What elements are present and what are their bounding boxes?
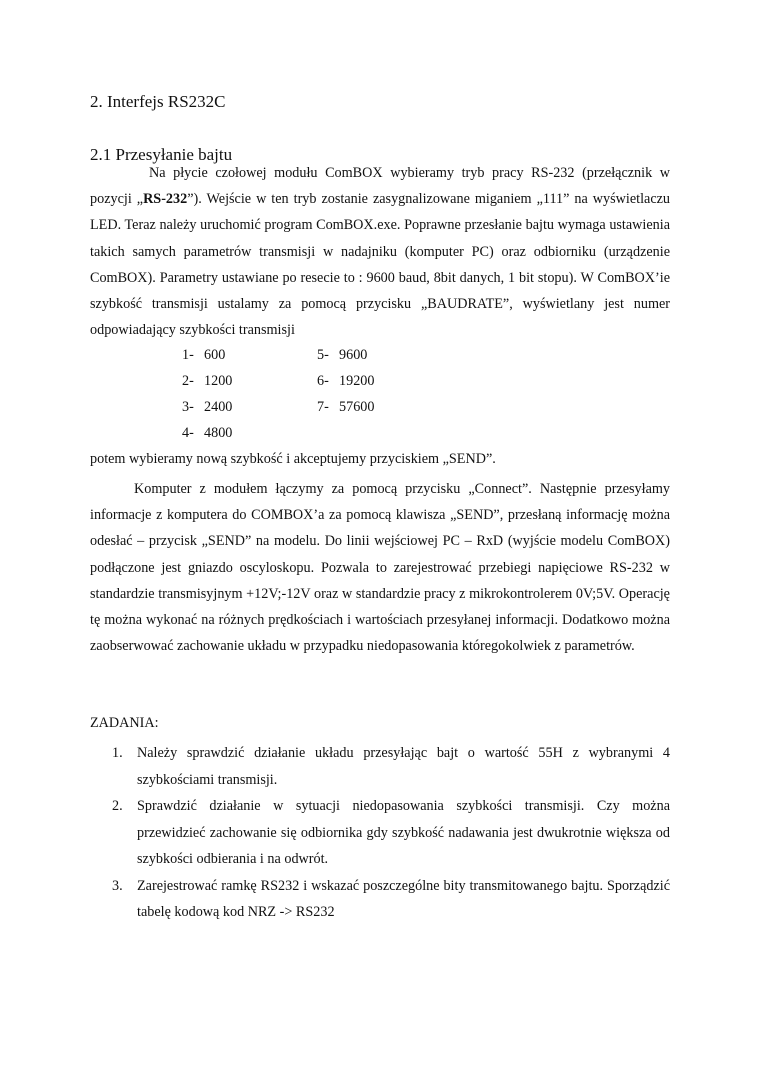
tasks-list — [90, 740, 670, 926]
section-heading: 2. Interfejs RS232C — [90, 92, 226, 111]
baud-option-number: 1- — [182, 347, 194, 363]
baud-option-rate: 2400 — [204, 399, 233, 415]
connection-paragraph: Komputer z modułem łączymy za pomocą przycisku „Connect”. Następnie przesyłamy informacje z komputera do COMBOX’a za pomocą klawisza „SEND”, przesłaną informację można odesłać – przycisk „SEND” na modelu. Do linii wejściowej PC – RxD (wyjście modelu ComBOX) podłączone jest gniazdo oscyloskopu. Pozwala to zarejestrować przebiegi napięciowe RS-232 w standardzie transmisyjnym +12V;-12V oraz w standardzie pracy z mikrokontrolerem 0V;5V. Operację tę można wykonać na różnych prędkościach i wartościach przesyłanej informacji. Dodatkowo można zaobserwować zachowanie układu w przypadku niedopasowania któregokolwiek z parametrów. — [90, 481, 670, 655]
baud-option — [317, 373, 374, 390]
task-item — [90, 873, 670, 926]
baud-option-number: 3- — [182, 399, 194, 415]
baud-option-rate: 9600 — [339, 347, 368, 363]
baud-option-number: 6- — [317, 373, 329, 389]
baud-option — [317, 347, 367, 364]
task-text: Zarejestrować ramkę RS232 i wskazać poszczególne bity transmitowanego bajtu. Sporządzić tabelę kodową kod NRZ -> RS232 — [137, 877, 670, 920]
task-item — [90, 740, 670, 793]
task-number: 3. — [112, 877, 123, 894]
task-text: Sprawdzić działanie w sytuacji niedopasowania szybkości transmisji. Czy można przewidzieć zachowanie się odbiornika gdy szybkość nadawania jest dwukrotnie większa od szybkości odbierania i na odwrót. — [137, 798, 670, 867]
mode-name-bold: RS-232 — [143, 191, 188, 208]
baud-option — [182, 399, 232, 416]
baud-option-number: 7- — [317, 399, 329, 415]
baud-option-number: 2- — [182, 373, 194, 389]
subsection-heading: 2.1 Przesyłanie bajtu — [90, 145, 233, 164]
task-number: 1. — [112, 745, 123, 761]
baud-option — [182, 373, 232, 390]
baud-option — [317, 399, 374, 416]
baud-option-number: 5- — [317, 347, 329, 363]
baud-option-number: 4- — [182, 425, 194, 441]
tasks-heading: ZADANIA: — [90, 715, 159, 731]
baud-option-rate: 4800 — [204, 425, 233, 441]
task-item — [90, 793, 670, 873]
task-text: Należy sprawdzić działanie układu przesyłając bajt o wartość 55H z wybranymi 4 szybkościami transmisji. — [137, 745, 670, 788]
baud-option — [182, 347, 225, 364]
task-number: 2. — [112, 798, 123, 814]
baud-option-rate: 19200 — [339, 373, 375, 389]
baud-option-rate: 600 — [204, 347, 226, 363]
intro-text-start: Na płycie czołowej modułu ComBOX wybieramy tryb pracy RS-232 (przełącznik w pozycji „ — [90, 165, 670, 208]
baud-confirm-text: potem wybieramy nową szybkość i akceptujemy przyciskiem „SEND”. — [90, 451, 496, 467]
intro-text-rest: ”). Wejście w ten tryb zostanie zasygnalizowane miganiem „111” na wyświetlaczu LED. Teraz należy uruchomić program ComBOX.exe. Poprawne przesłanie bajtu wymaga ustawienia takich samych parametrów transmisji w nadajniku (komputer PC) oraz odbiorniku (urządzenie ComBOX). Parametry ustawiane po resecie to : 9600 baud, 8bit danych, 1 bit stopu). W ComBOX’ie szybkość transmisji ustalamy za pomocą przycisku „BAUDRATE”, wyświetlany jest numer odpowiadający szybkości transmisji — [90, 191, 671, 339]
baud-option-rate: 1200 — [204, 373, 233, 389]
baud-option — [182, 425, 232, 442]
intro-paragraph — [90, 160, 670, 343]
baud-option-rate: 57600 — [339, 399, 375, 415]
